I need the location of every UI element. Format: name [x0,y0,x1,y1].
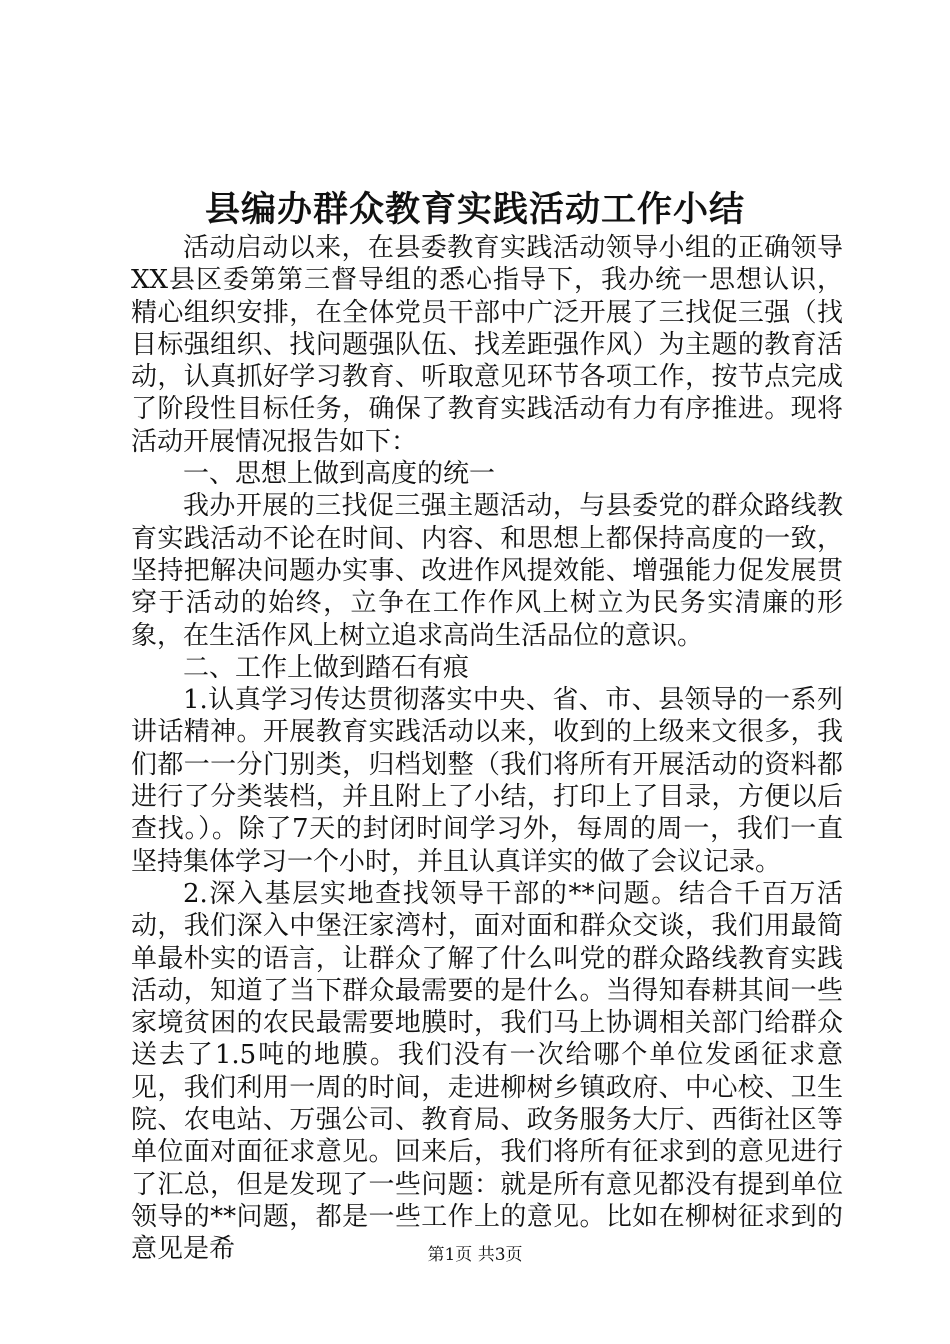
section-heading-1: 一、思想上做到高度的统一 [183,459,496,490]
paragraph-section-1: 我办开展的三找促三强主题活动，与县委党的群众路线教育实践活动不论在时间、内容、和思想上都保持高度的一致，坚持把解决问题办实事、改进作风提效能、增强能力促发展贯穿于活动的始终，立争在工作作风上树立为民务实清廉的形象，在生活作风上树立追求高尚生活品位的意识。 [131,491,843,651]
paragraph-item-2: 2.深入基层实地查找领导干部的**问题。结合千百万活动，我们深入中堡汪家湾村，面对面和群众交谈，我们用最简单最朴实的语言，让群众了解了什么叫党的群众路线教育实践活动，知道了当下群众最需要的是什么。当得知春耕其间一些家境贫困的农民最需要地膜时，我们马上协调相关部门给群众送去了1.5吨的地膜。我们没有一次给哪个单位发函征求意见，我们利用一周的时间，走进柳树乡镇政府、中心校、卫生院、农电站、万强公司、教育局、政务服务大厅、西街社区等单位面对面征求意见。回来后，我们将所有征求到的意见进行了汇总，但是发现了一些问题：就是所有意见都没有提到单位领导的**问题，都是一些工作上的意见。比如在柳树征求到的意见是希 [131,878,843,1265]
paragraph-item-1: 1.认真学习传达贯彻落实中央、省、市、县领导的一系列讲话精神。开展教育实践活动以来，收到的上级来文很多，我们都一一分门别类，归档划整（我们将所有开展活动的资料都进行了分类装档，并且附上了小结，打印上了目录，方便以后查找。）。除了7天的封闭时间学习外，每周的周一，我们一直坚持集体学习一个小时，并且认真详实的做了会议记录。 [131,685,843,877]
document-body [131,232,843,1266]
document-title: 县编办群众教育实践活动工作小结 [204,189,745,230]
page-footer: 第1页 共3页 [427,1245,523,1265]
section-heading-2: 二、工作上做到踏石有痕 [183,652,470,683]
paragraph-intro: 活动启动以来，在县委教育实践活动领导小组的正确领导XX县区委第第三督导组的悉心指导下，我办统一思想认识，精心组织安排，在全体党员干部中广泛开展了三找促三强（找目标强组织、找问题强队伍、找差距强作风）为主题的教育活动，认真抓好学习教育、听取意见环节各项工作，按节点完成了阶段性目标任务，确保了教育实践活动有力有序推进。现将活动开展情况报告如下： [131,233,843,457]
